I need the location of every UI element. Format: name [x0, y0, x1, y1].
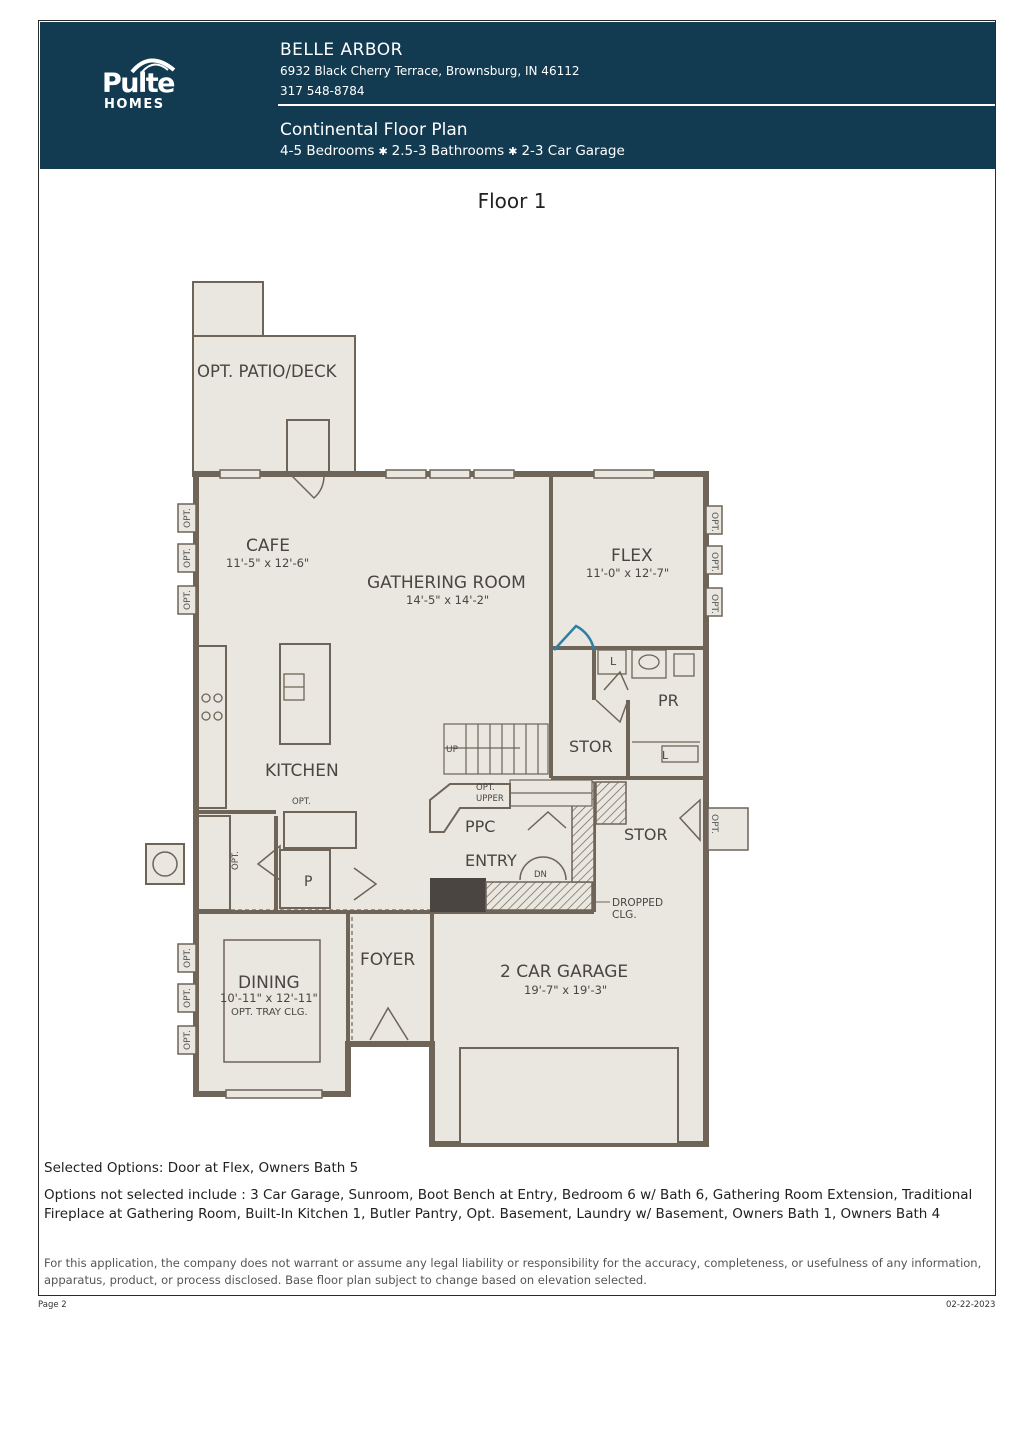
- entry-column: [430, 878, 486, 912]
- opt-window-label-9: OPT.: [709, 594, 719, 614]
- opt-window-label-5: OPT.: [183, 988, 193, 1008]
- disclaimer: For this application, the company does not warrant or assume any legal liability or responsibility for the accuracy, completeness, or usefulness of any information, apparatus, product, or process disclosed. Base floor plan subject to change based on elevation selected.: [44, 1256, 982, 1287]
- gathering-room-dimensions: 14'-5" x 14'-2": [406, 593, 490, 607]
- linen-closet-label-2: L: [662, 749, 669, 762]
- dropped-ceiling-label: DROPPED: [612, 897, 664, 909]
- floor-plan: [130, 275, 760, 1150]
- spec-bedrooms: 4-5 Bedrooms: [280, 143, 375, 159]
- logo-sub: HOMES: [104, 97, 165, 112]
- community-phone: 317 548-8784: [280, 84, 365, 98]
- dropped-ceiling-hatch: [486, 882, 592, 910]
- opt-upper-label-2: UPPER: [476, 794, 504, 804]
- opt-window-label-3: OPT.: [183, 590, 193, 610]
- selected-options: Selected Options: Door at Flex, Owners Bath 5: [44, 1160, 359, 1176]
- garage-door: [460, 1048, 678, 1144]
- kitchen-label: KITCHEN: [265, 761, 339, 781]
- patio-label: OPT. PATIO/DECK: [197, 362, 337, 381]
- flex-dimensions: 11'-0" x 12'-7": [586, 566, 670, 580]
- cafe-label: CAFE: [246, 536, 291, 556]
- powder-room-label: PR: [658, 691, 679, 710]
- community-name: BELLE ARBOR: [280, 40, 403, 60]
- pulte-homes-logo: [102, 52, 182, 114]
- dining-label: DINING: [238, 973, 300, 993]
- document-date: 02-22-2023: [946, 1300, 996, 1310]
- opt-upper-label: OPT.: [476, 783, 495, 793]
- patio-deck: [193, 336, 355, 476]
- flex-label: FLEX: [611, 546, 653, 566]
- pantry-label: P: [304, 874, 313, 890]
- header-banner: [40, 22, 995, 169]
- spec-separator-icon: ✱: [378, 145, 388, 158]
- spec-separator-icon: ✱: [508, 145, 518, 158]
- opt-window-label-2: OPT.: [183, 548, 193, 568]
- opt-window-label-1: OPT.: [183, 508, 193, 528]
- plan-specs: [280, 143, 625, 159]
- plan-name: Continental Floor Plan: [280, 120, 468, 140]
- ppc-label: PPC: [465, 817, 496, 836]
- spec-bathrooms: 2.5-3 Bathrooms: [391, 143, 505, 159]
- opt-window-label-10: OPT.: [709, 814, 719, 834]
- kitchen-opt-label-2: OPT.: [231, 851, 241, 870]
- dropped-ceiling-label-2: CLG.: [612, 909, 637, 921]
- header-divider: [278, 104, 995, 106]
- opt-window-label-6: OPT.: [183, 1030, 193, 1050]
- opt-window-label-4: OPT.: [183, 948, 193, 968]
- floor-title: Floor 1: [477, 189, 547, 213]
- foyer-label: FOYER: [360, 950, 416, 970]
- garage-dimensions: 19'-7" x 19'-3": [524, 983, 608, 997]
- spec-garage: 2-3 Car Garage: [521, 143, 625, 159]
- garage-stor-label: STOR: [624, 825, 668, 844]
- options-not-selected: Options not selected include : 3 Car Garage, Sunroom, Boot Bench at Entry, Bedroom 6 w/ Bath 6, Gathering Room Extension, Traditional Fireplace at Gathering Room, Built-In Kitchen 1, Butler Pantry, Opt. Basement, Laundry w/ Basement, Owners Bath 1, Owners Bath 4: [44, 1187, 973, 1222]
- garage-label: 2 CAR GARAGE: [500, 962, 629, 982]
- dining-windows: [226, 1090, 322, 1098]
- dining-note: OPT. TRAY CLG.: [231, 1007, 308, 1018]
- entry-label: ENTRY: [465, 851, 517, 870]
- stor-label: STOR: [569, 737, 613, 756]
- page-number: Page 2: [38, 1300, 67, 1310]
- gathering-room-label: GATHERING ROOM: [367, 573, 526, 593]
- stairs-down-label: DN: [534, 870, 547, 880]
- community-address: 6932 Black Cherry Terrace, Brownsburg, IN 46112: [280, 64, 580, 78]
- stairs-up-label: UP: [446, 745, 459, 755]
- stor-hatch: [596, 782, 626, 824]
- logo-brand: Pulte: [102, 68, 174, 99]
- opt-window-label-7: OPT.: [709, 512, 719, 532]
- cafe-dimensions: 11'-5" x 12'-6": [226, 556, 310, 570]
- patio-grill-pad: [287, 420, 329, 472]
- ac-unit: [146, 844, 184, 884]
- patio-stair: [193, 282, 263, 340]
- kitchen-opt-label: OPT.: [292, 797, 311, 807]
- dining-dimensions: 10'-11" x 12'-11": [220, 991, 318, 1005]
- linen-closet-label: L: [610, 655, 617, 668]
- opt-window-label-8: OPT.: [709, 552, 719, 572]
